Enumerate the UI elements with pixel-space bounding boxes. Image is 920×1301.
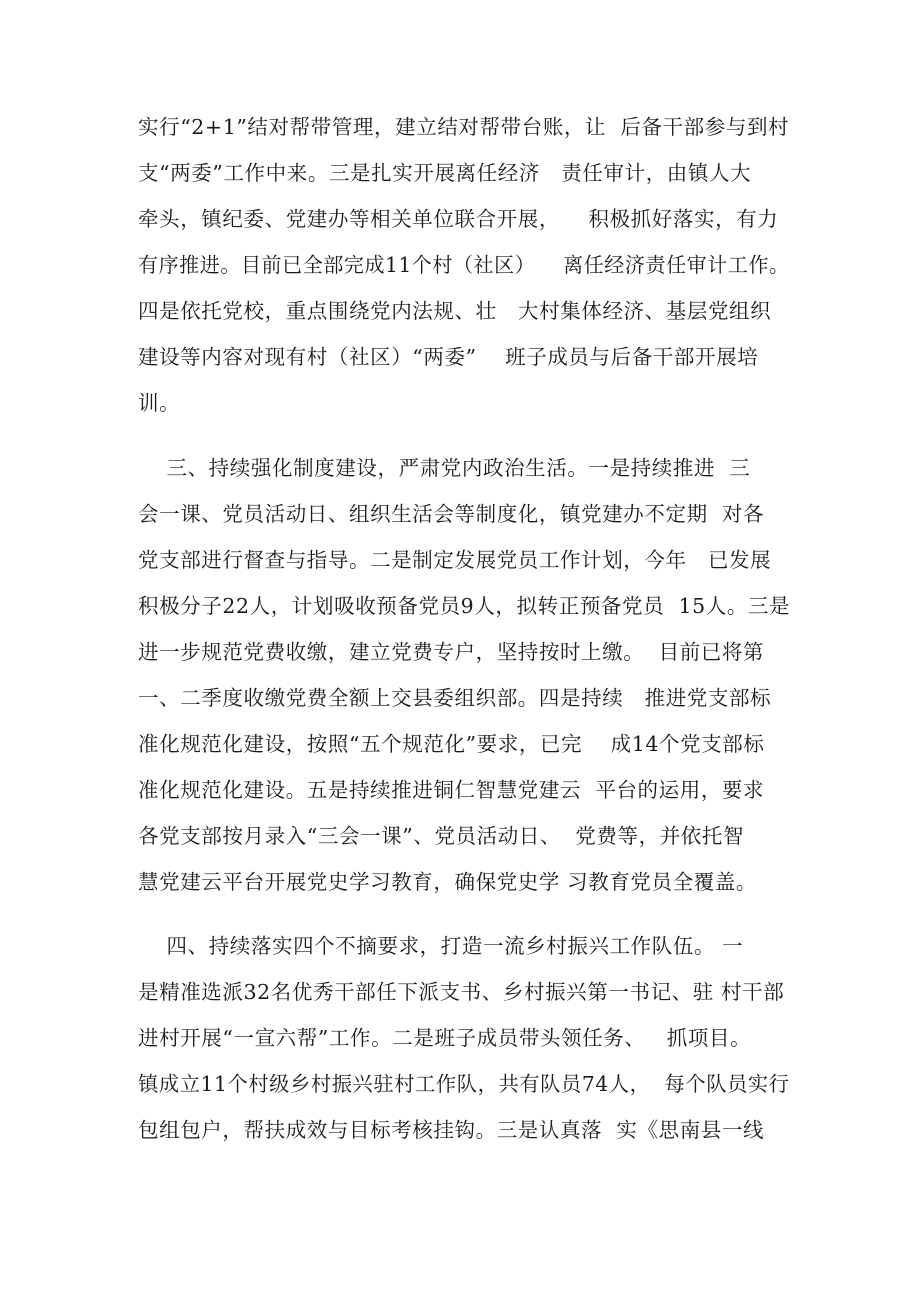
text-line: 会一课、党员活动日、组织生活会等制度化，镇党建办不定期 对各 bbox=[138, 502, 765, 526]
text-line: 积极分子22人，计划吸收预备党员9人，拟转正预备党员 15人。三是 bbox=[138, 594, 791, 618]
text-line: 是精准选派32名优秀干部任下派支书、乡村振兴第一书记、驻 村干部 bbox=[138, 980, 785, 1004]
text-line: 包组包户，帮扶成效与目标考核挂钩。三是认真落 实《思南县一线 bbox=[138, 1118, 765, 1142]
text-line: 进一步规范党费收缴，建立党费专户，坚持按时上缴。 目前已将第 bbox=[138, 640, 765, 664]
text-line: 各党支部按月录入“三会一课”、党员活动日、 党费等，并依托智 bbox=[138, 824, 745, 848]
text-line: 一、二季度收缴党费全额上交县委组织部。四是持续 推进党支部标 bbox=[138, 686, 772, 710]
text-line: 进村开展“一宣六帮”工作。二是班子成员带头领任务、 抓项目。 bbox=[138, 1026, 752, 1050]
text-line: 慧党建云平台开展党史学习教育，确保党史学 习教育党员全覆盖。 bbox=[138, 870, 758, 894]
text-line: 镇成立11个村级乡村振兴驻村工作队，共有队员74人， 每个队员实行 bbox=[138, 1072, 790, 1096]
text-line: 有序推进。目前已全部完成11个村（社区） 离任经济责任审计工作。 bbox=[138, 253, 790, 277]
text-line: 准化规范化建设，按照“五个规范化”要求，已完 成14个党支部标 bbox=[138, 732, 765, 756]
text-line: 三、持续强化制度建设，严肃党内政治生活。一是持续推进 三 bbox=[138, 456, 751, 480]
text-line: 党支部进行督查与指导。二是制定发展党员工作计划，今年 已发展 bbox=[138, 548, 772, 572]
text-line: 实行“2+1”结对帮带管理，建立结对帮带台账，让 后备干部参与到村 bbox=[138, 115, 790, 139]
text-line: 四、持续落实四个不摘要求，打造一流乡村振兴工作队伍。 一 bbox=[138, 934, 744, 958]
text-line: 牵头，镇纪委、党建办等相关单位联合开展， 积极抓好落实，有力 bbox=[138, 207, 779, 231]
text-line: 建设等内容对现有村（社区）“两委” 班子成员与后备干部开展培 bbox=[138, 345, 759, 369]
text-line: 准化规范化建设。五是持续推进铜仁智慧党建云 平台的运用，要求 bbox=[138, 778, 765, 802]
text-line: 支“两委”工作中来。三是扎实开展离任经济 责任审计，由镇人大 bbox=[138, 161, 752, 185]
text-line: 四是依托党校，重点围绕党内法规、壮 大村集体经济、基层党组织 bbox=[138, 299, 772, 323]
text-line: 训。 bbox=[138, 391, 181, 415]
